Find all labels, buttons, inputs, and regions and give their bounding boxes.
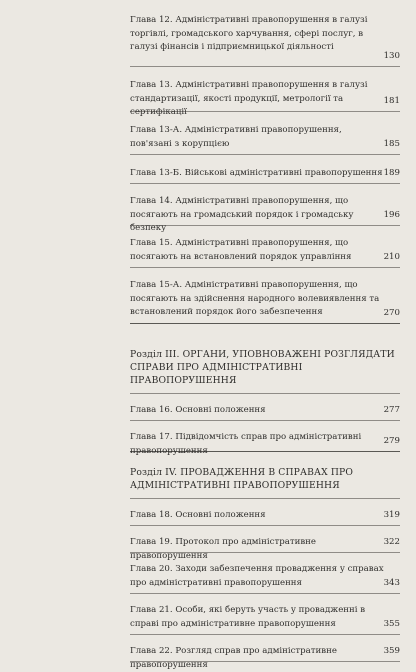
toc-entry-title: Глава 15. Адміністративні правопорушення, що посягають на встановлений порядок управління	[130, 238, 352, 262]
toc-entry	[130, 509, 400, 526]
toc-entry-page: 270	[383, 308, 400, 319]
toc-entry	[130, 79, 400, 118]
toc-entry-page: 210	[383, 252, 400, 263]
toc-entry	[130, 536, 400, 561]
toc-entry-page: 359	[383, 646, 400, 657]
toc-entry-title: Глава 14. Адміністративні правопорушення, що посягають на громадський порядок і громадську безпеку	[130, 196, 354, 234]
toc-entry-title: Глава 20. Заходи забезпечення провадження у справах про адміністративні правопорушення	[130, 564, 384, 588]
toc-entry	[130, 279, 400, 324]
toc-entry	[130, 604, 400, 635]
toc-entry	[130, 404, 400, 421]
section-heading: Розділ III. ОРГАНИ, УПОВНОВАЖЕНІ РОЗГЛЯДАТИ СПРАВИ ПРО АДМІНІСТРАТИВНІ ПРАВОПОРУШЕННЯ	[130, 348, 400, 394]
toc-entry-page: 185	[383, 139, 400, 150]
toc-entry	[130, 431, 400, 456]
toc-entry-page: 279	[383, 436, 400, 447]
toc-entry	[130, 237, 400, 268]
toc-entry-title: Глава 19. Протокол про адміністративне правопорушення	[130, 537, 316, 561]
toc-entry-title: Глава 18. Основні положення	[130, 510, 266, 520]
toc-entry-title: Глава 13-А. Адміністративні правопорушення, пов'язані з корупцією	[130, 125, 342, 149]
toc-entry	[130, 645, 400, 670]
toc-entry-title: Глава 13. Адміністративні правопорушення в галузі стандартизації, якості продукції, метрології та сертифікації	[130, 80, 368, 118]
toc-entry-page: 196	[383, 210, 400, 221]
toc-entry	[130, 124, 400, 155]
toc-entry-title: Глава 22. Розгляд справ про адміністративне правопорушення	[130, 646, 337, 670]
toc-entry-title: Глава 17. Підвідомчість справ про адміністративні правопорушення	[130, 432, 362, 456]
section-heading: Розділ IV. ПРОВАДЖЕННЯ В СПРАВАХ ПРО АДМІНІСТРАТИВНІ ПРАВОПОРУШЕННЯ	[130, 466, 400, 499]
toc-entry-page: 130	[383, 51, 400, 62]
toc-entry-page: 319	[383, 510, 400, 521]
toc-entry-page: 355	[383, 619, 400, 630]
toc-entry-page: 277	[383, 405, 400, 416]
toc-entry-page: 181	[383, 96, 400, 107]
toc-entry-title: Глава 21. Особи, які беруть участь у провадженні в справі про адміністративне правопорушення	[130, 605, 366, 629]
toc-entry	[130, 167, 400, 184]
toc-entry-page: 343	[383, 578, 400, 589]
toc-entry-page: 189	[383, 168, 400, 179]
toc-entry	[130, 195, 400, 234]
toc-entry-title: Глава 13-Б. Військові адміністративні правопорушення	[130, 168, 383, 178]
toc-entry-title: Глава 15-А. Адміністративні правопорушення, що посягають на здійснення народного волевиявлення та встановлений порядок його забезпечення	[130, 280, 380, 318]
toc-entry	[130, 563, 400, 594]
toc-entry-page: 322	[383, 537, 400, 548]
toc-entry	[130, 14, 400, 67]
table-of-contents	[130, 0, 400, 670]
toc-entry-title: Глава 12. Адміністративні правопорушення в галузі торгівлі, громадського харчування, сфері послуг, в галузі фінансів і підприємницької діяльності	[130, 15, 368, 53]
toc-entry-title: Глава 16. Основні положення	[130, 405, 266, 415]
